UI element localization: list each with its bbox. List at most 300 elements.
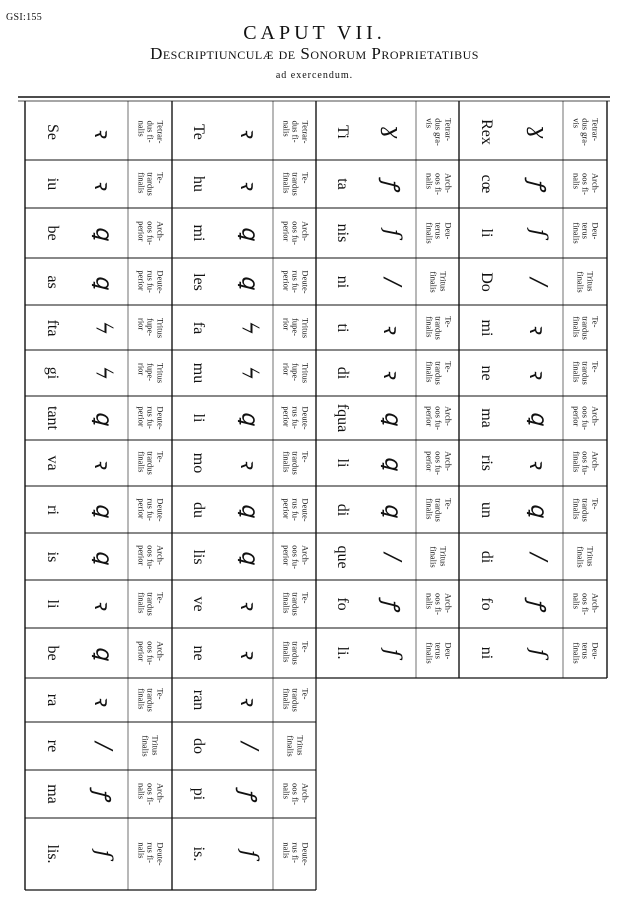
tone-description-text (571, 222, 600, 243)
tone-description-text (280, 317, 309, 337)
syllable-cell (25, 305, 78, 350)
tone-description (273, 396, 316, 440)
tone-description-text (136, 545, 165, 569)
description-line: Deute- (155, 406, 166, 430)
syllable-cell (25, 258, 78, 305)
tone-description (563, 533, 607, 580)
syllable-cell (316, 258, 367, 305)
neume-glyph-text: ꝛ (89, 598, 114, 610)
neume-glyph-text: ϟ (236, 320, 261, 335)
neume-glyph-text: ɣ (525, 124, 551, 139)
description-line: trardus (433, 315, 444, 340)
tone-description (273, 208, 316, 258)
neume-glyph (78, 678, 128, 722)
tone-description (273, 440, 316, 486)
tone-description (273, 770, 316, 818)
description-line: nalis (423, 173, 434, 190)
tone-description-text (136, 221, 165, 245)
neume-glyph-text: ꝗ (525, 411, 551, 425)
tone-description-text (423, 451, 452, 475)
neume-glyph-text: ꝛ (234, 694, 260, 706)
description-line: trardus (290, 172, 301, 196)
tone-description (273, 628, 316, 678)
syllable-cell (172, 628, 224, 678)
syllable-cell-text: li (333, 458, 351, 468)
description-line: perior (280, 406, 291, 427)
description-line: oos fu- (433, 451, 444, 475)
description-line: trardus (290, 451, 301, 475)
tone-description-text (280, 363, 309, 383)
syllable-cell-text: di (333, 503, 351, 516)
syllable-cell-text: Te (190, 123, 207, 140)
tone-description-text (423, 642, 452, 663)
description-line: oos fu- (145, 544, 156, 569)
tone-description (273, 103, 316, 160)
tone-description-text (280, 406, 309, 429)
neume-glyph (78, 350, 128, 396)
syllable-cell (316, 208, 367, 258)
tone-description-text (423, 173, 452, 195)
syllable-cell (316, 160, 367, 208)
syllable-cell-text: ne (478, 365, 495, 381)
tone-description-text (136, 842, 165, 865)
description-line: finalis (423, 315, 434, 337)
neume-glyph (224, 440, 273, 486)
neume-glyph-text: ꝭ (89, 788, 114, 800)
neume-glyph (513, 208, 563, 258)
neume-glyph (367, 486, 416, 533)
syllable-cell-text: iu (43, 177, 61, 191)
description-line: Tritus (299, 362, 310, 384)
tone-description (273, 160, 316, 208)
description-line: trardus (290, 592, 301, 616)
syllable-cell (172, 678, 224, 722)
description-line: perior (280, 221, 291, 242)
description-line: fupe- (145, 362, 156, 381)
tone-description-text (280, 498, 309, 521)
neume-glyph (78, 818, 128, 890)
description-line: dus gra- (580, 117, 591, 146)
description-line: Deute- (299, 269, 310, 294)
description-line: oos fi- (433, 593, 444, 615)
tone-description (128, 533, 172, 580)
description-line: Te- (155, 172, 166, 184)
description-line: Tritus (150, 735, 161, 756)
tone-description (563, 486, 607, 533)
tone-description-text (571, 361, 600, 385)
description-line: oos fi- (580, 593, 591, 615)
syllable-cell-text: as (43, 274, 61, 289)
syllable-cell (25, 440, 78, 486)
neume-glyph (224, 486, 273, 533)
neume-glyph-text: ꝗ (236, 502, 261, 517)
tone-description-text (136, 120, 165, 143)
neume-glyph-text: ꝛ (89, 694, 114, 706)
description-line: Tritus (299, 317, 310, 338)
syllable-cell (459, 208, 513, 258)
description-line: Te- (299, 592, 310, 604)
neume-glyph-text: ꝛ (234, 457, 260, 469)
neume-glyph-text: ꝗ (90, 411, 116, 425)
syllable-cell-text: pi (190, 787, 207, 801)
neume-glyph (367, 628, 416, 678)
description-line: nalis (571, 593, 582, 610)
description-line: Deu- (442, 222, 453, 240)
description-line: nalis (280, 120, 291, 137)
description-line: fupe- (290, 362, 301, 381)
syllable-cell-text: ne (190, 645, 207, 661)
description-line: finalis (280, 688, 291, 710)
syllable-cell-text: be (43, 225, 61, 241)
description-line: oos fu- (145, 221, 156, 245)
description-line: trardus (580, 497, 591, 522)
tone-description (128, 722, 172, 770)
syllable-cell-text: li (43, 599, 61, 609)
description-line: Tritus (155, 362, 166, 384)
tone-description (416, 103, 459, 160)
neume-glyph (224, 533, 273, 580)
neume-glyph (224, 580, 273, 628)
tone-description-text (136, 406, 165, 429)
tone-description-text (571, 498, 600, 522)
tone-description-text (423, 361, 452, 385)
tone-description-text (571, 118, 600, 146)
syllable-cell (25, 486, 78, 533)
description-line: trardus (433, 497, 444, 522)
tone-description-text (280, 842, 309, 865)
syllable-cell-text: ran (190, 689, 207, 711)
neume-glyph (224, 350, 273, 396)
description-line: Te- (299, 641, 310, 653)
tone-description-text (423, 593, 452, 615)
tone-description-text (571, 316, 600, 340)
neume-glyph-text: ꝗ (236, 411, 261, 425)
syllable-cell (459, 258, 513, 305)
neume-glyph (367, 305, 416, 350)
tone-description (128, 208, 172, 258)
neume-glyph (513, 628, 563, 678)
neume-glyph-text: / (90, 742, 116, 750)
description-line: Te- (299, 172, 310, 184)
tone-description-text (136, 783, 165, 805)
description-line: Deute- (299, 406, 310, 430)
tone-description-text (136, 451, 165, 475)
description-line: dus fi- (145, 120, 156, 143)
syllable-cell (25, 103, 78, 160)
tone-description-text (576, 271, 595, 292)
description-line: Te- (590, 361, 601, 373)
neume-glyph-text: ꝛ (524, 457, 549, 469)
description-line: Arch- (590, 593, 601, 613)
neume-glyph (224, 678, 273, 722)
tone-description-text (280, 451, 309, 475)
tone-description (273, 258, 316, 305)
tone-description (416, 440, 459, 486)
syllable-cell (172, 770, 224, 818)
description-line: nalis (280, 842, 291, 859)
syllable-cell-text: mu (190, 362, 207, 384)
description-line: Arch- (442, 451, 453, 471)
syllable-cell-text: ni (333, 275, 351, 288)
syllable-cell-text: mi (478, 319, 495, 336)
description-line: trardus (290, 641, 301, 665)
neume-glyph (513, 258, 563, 305)
tone-description-text (428, 546, 447, 567)
description-line: oos fi- (290, 783, 301, 805)
syllable-cell-text: fa (190, 321, 207, 334)
description-line: Arch- (299, 544, 310, 565)
neume-glyph-text: ϟ (90, 320, 116, 335)
neume-glyph-text: ꝛ (89, 126, 114, 137)
tone-description (563, 103, 607, 160)
description-line: rior (136, 317, 147, 330)
neume-glyph (78, 160, 128, 208)
neume-glyph (224, 103, 273, 160)
description-line: Deute- (155, 497, 166, 522)
syllable-cell-text: gi (43, 366, 61, 380)
tone-description-text (571, 451, 600, 475)
tone-description-text (423, 316, 452, 340)
description-line: Tritus (585, 270, 596, 291)
tone-description (416, 305, 459, 350)
description-line: nalis (136, 842, 147, 859)
description-line: Arch- (442, 593, 453, 613)
description-line: perior (280, 544, 291, 565)
tone-description (273, 722, 316, 770)
tone-description (563, 628, 607, 678)
tone-description (416, 628, 459, 678)
description-line: oos fu- (290, 544, 301, 569)
neume-glyph-text: ꝗ (90, 646, 116, 660)
syllable-cell-text: nis (333, 223, 351, 243)
neume-glyph-text: ꝗ (90, 226, 116, 240)
description-line: Tetrar- (155, 120, 166, 143)
syllable-cell-text: tant (43, 406, 61, 430)
syllable-cell (459, 103, 513, 160)
syllable-cell (316, 440, 367, 486)
description-line: finalis (571, 497, 582, 519)
description-line: rus fu- (145, 269, 156, 293)
syllable-cell (25, 628, 78, 678)
syllable-cell (25, 208, 78, 258)
description-line: finalis (136, 688, 147, 710)
description-line: fupe- (145, 317, 156, 336)
neume-glyph (367, 103, 416, 160)
tone-description (273, 533, 316, 580)
syllable-cell-text: mi (190, 224, 207, 242)
description-line: Deute- (155, 842, 166, 866)
neume-glyph-text: ꝭ (377, 178, 403, 190)
syllable-cell-text: hu (190, 176, 207, 192)
neume-glyph (224, 396, 273, 440)
tone-description-text (571, 642, 600, 663)
tone-description-text (136, 498, 165, 521)
neume-glyph-text: ϟ (236, 365, 261, 381)
neume-glyph-text: ꝭ (524, 178, 549, 190)
description-line: finalis (571, 642, 582, 664)
syllable-cell-text: va (43, 455, 61, 471)
syllable-cell-text: di (478, 550, 495, 563)
neume-glyph-text: / (379, 552, 404, 561)
tone-description (416, 258, 459, 305)
syllable-cell (316, 580, 367, 628)
neume-glyph-text: ſ (90, 849, 116, 859)
tone-description-text (428, 271, 447, 292)
tone-description-text (280, 172, 309, 196)
neume-glyph (78, 258, 128, 305)
neume-glyph-text: ꝗ (525, 502, 551, 517)
tone-description-text (280, 592, 309, 616)
neume-glyph (224, 258, 273, 305)
description-line: Deute- (299, 842, 310, 866)
description-line: finalis (423, 497, 434, 519)
description-line: Arch- (590, 406, 601, 426)
description-line: perior (136, 544, 147, 565)
neume-glyph-text: ꝛ (377, 322, 403, 333)
neume-glyph (513, 350, 563, 396)
syllable-cell (172, 258, 224, 305)
syllable-cell-text: be (43, 645, 61, 661)
neume-glyph-text: ꝛ (234, 126, 260, 137)
syllable-cell (459, 486, 513, 533)
description-line: rus fi- (145, 842, 156, 863)
tone-description (416, 533, 459, 580)
tone-description (563, 396, 607, 440)
description-line: finalis (571, 451, 582, 473)
syllable-cell (25, 533, 78, 580)
description-line: finalis (280, 592, 291, 614)
description-line: perior (136, 641, 147, 662)
syllable-cell (25, 818, 78, 890)
syllable-cell (172, 580, 224, 628)
description-line: fupe- (290, 317, 301, 336)
description-line: trardus (580, 361, 591, 385)
syllable-cell-text: di (333, 366, 351, 380)
syllable-cell (172, 818, 224, 890)
tone-description (273, 580, 316, 628)
neume-glyph-text: / (525, 277, 551, 286)
neume-glyph-text: / (525, 552, 551, 561)
description-line: finalis (280, 172, 291, 194)
tone-description (128, 486, 172, 533)
description-line: rior (136, 362, 147, 376)
description-line: nalis (136, 783, 147, 800)
description-line: finalis (141, 735, 151, 757)
description-line: trardus (145, 592, 156, 616)
tone-description (563, 160, 607, 208)
neume-glyph-text: ꝛ (89, 457, 114, 469)
neume-glyph-text: ꝗ (90, 549, 116, 564)
description-line: rus fu- (290, 269, 301, 293)
syllable-cell-text: fo (333, 597, 351, 611)
neume-glyph (513, 533, 563, 580)
tone-description (563, 258, 607, 305)
neume-glyph-text: ꝛ (234, 178, 260, 190)
description-line: Te- (442, 497, 453, 509)
syllable-cell-text: Ti (333, 124, 351, 139)
neume-glyph-text: ꝛ (524, 322, 549, 333)
tone-description (128, 305, 172, 350)
syllable-cell (25, 580, 78, 628)
neume-glyph-text: / (236, 742, 261, 750)
tone-description (273, 486, 316, 533)
description-line: finalis (423, 222, 434, 244)
neume-glyph (513, 440, 563, 486)
tone-description (128, 770, 172, 818)
description-line: Deute- (155, 269, 166, 294)
description-line: perior (280, 269, 291, 291)
description-line: Deute- (299, 497, 310, 522)
description-line: oos fi- (580, 173, 591, 195)
neume-glyph (367, 440, 416, 486)
tone-description (128, 440, 172, 486)
syllable-cell (459, 440, 513, 486)
neume-glyph (224, 722, 273, 770)
syllable-cell (25, 722, 78, 770)
neume-glyph (367, 533, 416, 580)
description-line: Te- (442, 315, 453, 327)
description-line: nalis (280, 783, 291, 800)
neume-glyph (78, 722, 128, 770)
description-line: Tritus (295, 735, 305, 756)
tone-description-text (576, 546, 595, 567)
description-line: Tetrar- (299, 120, 310, 143)
neume-glyph (224, 160, 273, 208)
description-line: rus fu- (145, 406, 156, 429)
description-line: oos fu- (580, 406, 591, 430)
description-line: rus fu- (290, 406, 301, 429)
description-line: Te- (442, 361, 453, 373)
neume-glyph-text: ꝗ (379, 411, 404, 425)
syllable-cell (172, 722, 224, 770)
tone-description-text (423, 498, 452, 522)
neume-glyph (224, 770, 273, 818)
neume-glyph (78, 103, 128, 160)
neume-glyph (78, 533, 128, 580)
tone-description (563, 580, 607, 628)
description-line: terus (433, 642, 444, 659)
syllable-cell-text: ta (333, 178, 351, 190)
description-line: finalis (423, 361, 434, 383)
description-line: Te- (590, 315, 601, 327)
description-line: perior (136, 406, 147, 427)
description-line: Arch- (299, 783, 310, 803)
description-line: Arch- (442, 173, 453, 193)
syllable-cell (172, 396, 224, 440)
syllable-cell (316, 486, 367, 533)
neume-glyph (513, 103, 563, 160)
syllable-cell-text: li (478, 228, 495, 238)
description-line: Arch- (299, 221, 310, 241)
tone-description (273, 350, 316, 396)
tone-description-text (571, 173, 600, 195)
chapter-heading: CAPUT VII. (243, 22, 386, 44)
neume-glyph (224, 208, 273, 258)
syllable-cell (316, 103, 367, 160)
neume-glyph (367, 258, 416, 305)
neume-glyph-text: ſ (379, 228, 404, 238)
syllable-cell (459, 396, 513, 440)
neume-glyph-text: ꝛ (234, 647, 260, 659)
neume-glyph-text: ꝛ (234, 598, 260, 610)
syllable-cell-text: cœ (478, 174, 495, 194)
tone-description-text (136, 641, 165, 665)
syllable-cell-text: ri (43, 504, 61, 515)
neume-glyph-text: ꝛ (377, 367, 403, 379)
tone-description (128, 628, 172, 678)
description-line: Tritus (585, 545, 596, 566)
syllable-cell (316, 628, 367, 678)
